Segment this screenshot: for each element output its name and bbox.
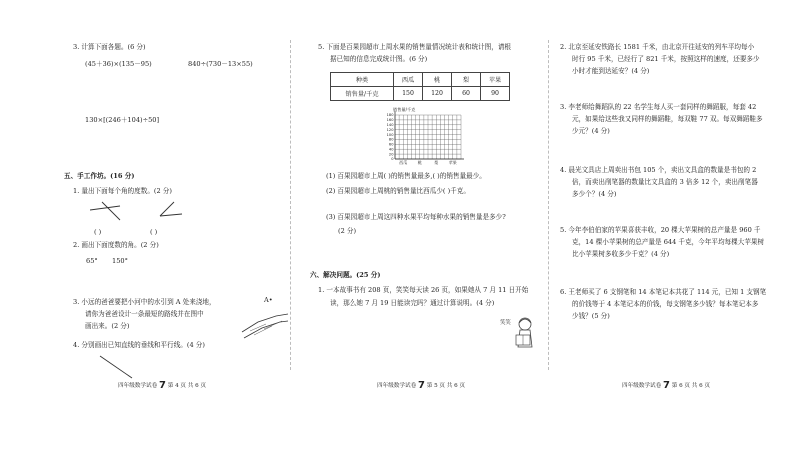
page-6 (550, 0, 800, 392)
problem-1-line1: 1. 一本故事书有 208 页，笑笑每天读 26 页，如果她从 7 月 11 日开始 (318, 286, 529, 294)
problem-6-line1: 6. 王老师买了 6 支钢笔和 14 本笔记本共花了 114 元，已知 1 支钢笔 (560, 288, 767, 296)
question-1-measure-angles: 1. 量出下面每个角的度数。(2 分) (73, 187, 172, 195)
footer-title: 四年级数学试卷 (622, 383, 662, 389)
question-4-perpendicular: 4. 分别画出已知直线的垂线和平行线。(4 分) (73, 341, 205, 349)
problem-3-line1: 3. 李老师给舞蹈队的 22 名学生每人买一套同样的舞蹈服，每套 42 (560, 103, 757, 111)
table-header-row (331, 73, 510, 87)
girl-head (519, 318, 531, 330)
problem-2-line2: 时行 95 千米，已经行了 821 千米，按照这样的速度，还要多少 (572, 55, 760, 63)
angle-1-ray-b (102, 202, 120, 220)
table-header-cell: 种类 (331, 73, 394, 87)
answer-blank-2[interactable]: ( ) (150, 228, 158, 236)
river-figure (240, 302, 290, 340)
chart-y-tick-label: 100 (386, 132, 394, 137)
chart-y-tick-label: 140 (386, 122, 394, 127)
chart-category-label: 西瓜 (399, 160, 408, 165)
problem-4-line1: 4. 晨光文具店上周卖出书包 105 个，卖出文具盒的数量是书包的 2 (560, 166, 757, 174)
footer-number: 7 (662, 380, 670, 391)
problem-5-line3: 比小苹果树多收多少千克？(4 分) (572, 250, 670, 258)
sub-question-2: (2) 百果园超市上周桃的销售量比西瓜少( )千克。 (326, 187, 470, 195)
table-cell: 150 (394, 87, 423, 101)
table-header-cell: 梨 (452, 73, 481, 87)
question-3-river-line3: 画出来。(2 分) (85, 322, 130, 330)
river-water-lines (250, 321, 282, 335)
problem-3-line3: 少元？(4 分) (572, 127, 610, 135)
given-line (100, 356, 132, 378)
chart-category-label: 苹果 (448, 160, 457, 165)
problem-6-line2: 的价钱等于 4 本笔记本的价钱，每支钢笔多少钱？每本笔记本多 (572, 300, 759, 308)
footer-number: 7 (158, 380, 166, 391)
point-a-label: A• (264, 296, 273, 304)
angle-figures (90, 196, 200, 228)
chart-y-axis-label: 销售量/千克 (393, 107, 416, 112)
question-5-line2: 据已知的信息完成统计图。(6 分) (330, 55, 428, 63)
section-6-title: 六、解决问题。(25 分) (310, 271, 381, 279)
question-3-river-line1: 3. 小远的爸爸要把小河中的水引到 A 处来浇地， (73, 298, 216, 306)
problem-1-line2: 读，那么她 7 月 19 日能读完吗？通过计算说明。(4 分) (330, 299, 495, 307)
angle-1-ray-a (90, 206, 120, 210)
expression-2: 840÷(730－13×55) (188, 60, 253, 68)
table-header-cell: 桃 (423, 73, 452, 87)
problem-6-line3: 少钱？(5 分) (572, 312, 610, 320)
river-bank-2 (244, 321, 288, 338)
page-6-footer (622, 380, 710, 391)
problem-4-line3: 多少个？(4 分) (572, 190, 617, 198)
angle-2-ray-a (160, 202, 174, 216)
problem-2-line3: 小时才能到达延安？(4 分) (572, 67, 650, 75)
chart-category-label: 桃 (417, 160, 422, 165)
table-header-cell: 西瓜 (394, 73, 423, 87)
chart-category-label: 梨 (434, 160, 439, 165)
problem-2-line1: 2. 北京至延安铁路长 1581 千米，由北京开往延安的列车平均每小 (560, 43, 755, 51)
footer-title: 四年级数学试卷 (118, 383, 158, 389)
chart-y-tick-label: 160 (386, 118, 394, 123)
sub-question-1: (1) 百果园超市上周( )的销售量最多,( )的销售量最少。 (326, 172, 486, 180)
sub-question-3-line2: (2 分) (338, 227, 357, 235)
page-4-footer (118, 380, 206, 391)
problem-3-line2: 元，如果给这些我又同样的舞蹈鞋，每双鞋 77 双。每双舞蹈鞋多 (572, 115, 763, 123)
table-row (331, 87, 510, 101)
sub-question-3-line1: (3) 百果园超市上周这四种水果平均每种水果的销售量是多少? (326, 213, 506, 221)
table-header-cell: 苹果 (481, 73, 510, 87)
question-2-draw-angles: 2. 画出下面度数的角。(2 分) (73, 241, 159, 249)
expression-1: (45＋36)×(135－95) (85, 60, 152, 68)
question-3-calc: 3. 计算下面各题。(6 分) (73, 43, 146, 51)
question-3-river-line2: 请你为爸爸设计一条最短的路线并在图中 (85, 310, 204, 318)
chart-y-tick-label: 40 (388, 147, 394, 152)
page-4 (0, 0, 273, 392)
fruit-sales-table (330, 72, 510, 101)
problem-5-line1: 5. 今年李伯伯家的苹果喜获丰收，20 棵大苹果树的总产量是 960 千 (560, 226, 761, 234)
girl-name-label: 笑笑 (500, 320, 511, 326)
given-line-figure (98, 352, 138, 382)
chart-y-tick-label: 120 (386, 127, 394, 132)
degree-150: 150° (112, 257, 128, 265)
table-cell: 120 (423, 87, 452, 101)
chart-y-tick-label: 80 (388, 137, 394, 142)
degree-65: 65° (86, 257, 98, 265)
chart-y-tick-label: 20 (388, 152, 394, 157)
chart-y-tick-label: 180 (386, 113, 394, 118)
sales-bar-chart[interactable] (378, 106, 468, 168)
problem-5-line2: 克，14 棵小苹果树的总产量是 644 千克，今年平均每棵大苹果树 (572, 238, 765, 246)
page-5-footer (377, 380, 465, 391)
expression-3: 130×[(246＋104)÷50] (85, 116, 160, 124)
girl-reading-figure (500, 315, 536, 353)
chart-y-tick-label: 0 (391, 157, 394, 162)
footer-title: 四年级数学试卷 (377, 383, 417, 389)
table-cell: 90 (481, 87, 510, 101)
chart-y-tick-label: 60 (388, 142, 394, 147)
footer-page: 第 5 页 共 6 页 (426, 383, 466, 389)
section-5-title: 五、手工作坊。(16 分) (64, 172, 135, 180)
angle-2-ray-b (160, 214, 182, 216)
question-5-line1: 5. 下面是百果园超市上周水果的销售量情况统计表和统计图，请根 (318, 43, 512, 51)
table-cell: 60 (452, 87, 481, 101)
problem-4-line2: 倍，而卖出削笔器的数量比文具盒的 3 倍多 12 个，卖出削笔器 (572, 178, 758, 186)
answer-blank-1[interactable]: ( ) (94, 228, 102, 236)
page-5 (292, 0, 546, 392)
footer-page: 第 6 页 共 6 页 (671, 383, 711, 389)
table-row-label: 销售量/千克 (331, 87, 394, 101)
footer-page: 第 4 页 共 6 页 (167, 383, 207, 389)
footer-number: 7 (417, 380, 425, 391)
